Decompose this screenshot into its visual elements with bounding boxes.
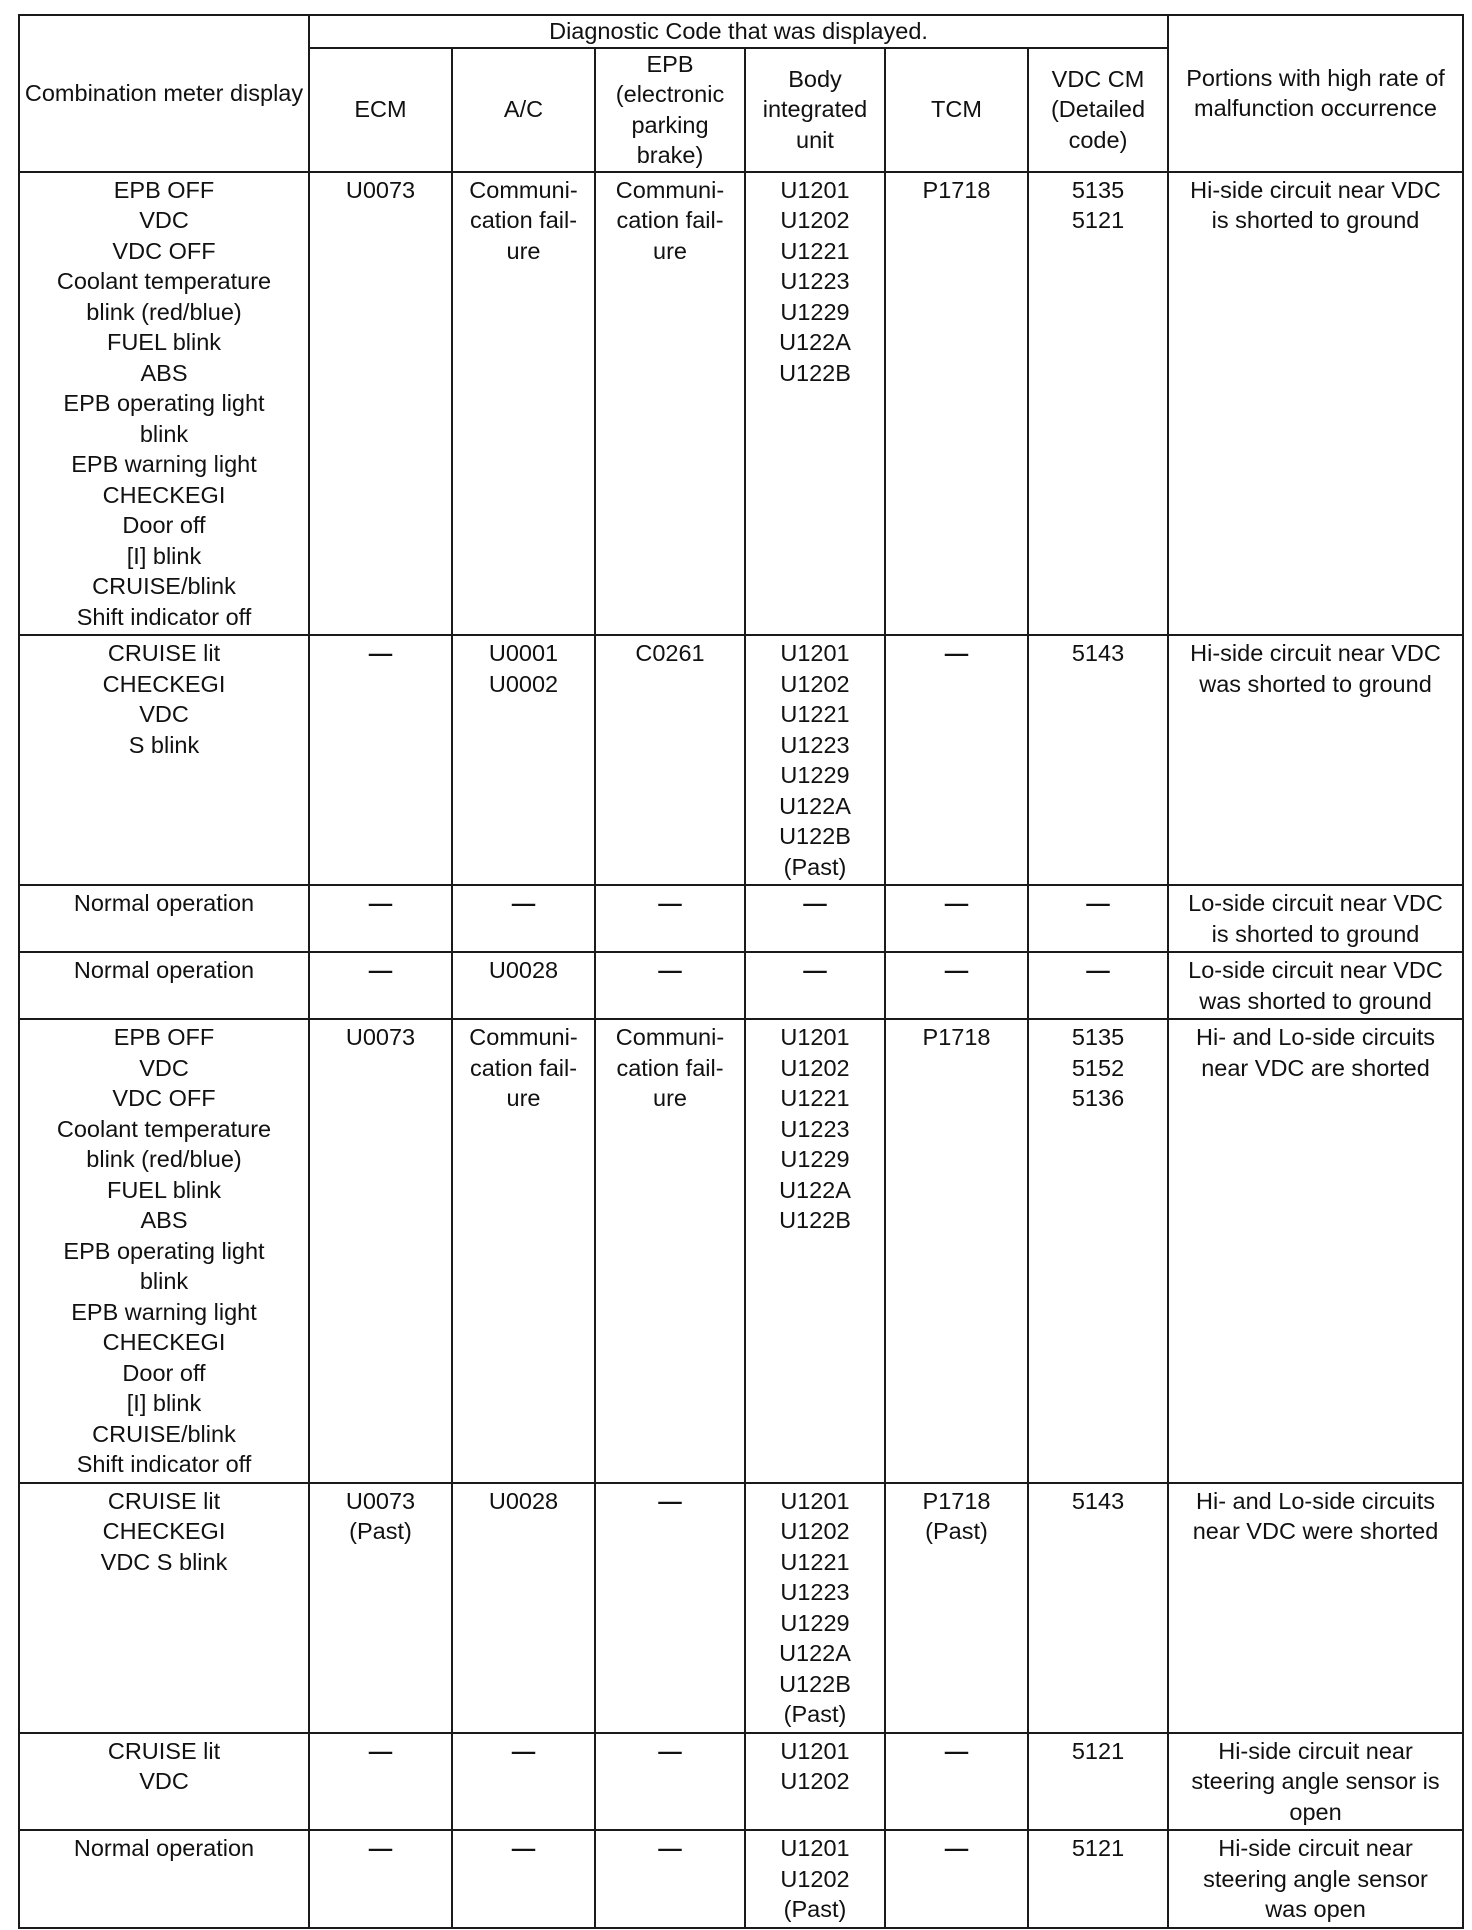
cell-combination-meter: [19, 635, 309, 885]
cell-line: U1202: [780, 207, 850, 233]
cell-line: P1718: [922, 1487, 991, 1514]
cell-line: was open: [1265, 1896, 1366, 1922]
cell-line: —: [658, 1737, 682, 1764]
header-combination-meter: Combination meter display: [19, 15, 309, 172]
cell-line: U1229: [780, 762, 850, 788]
cell-line: cation fail-: [616, 207, 724, 233]
cell-line: —: [658, 1487, 682, 1514]
cell-line: U122B: [779, 1207, 851, 1233]
cell-line: U1221: [780, 1548, 850, 1575]
cell-epb: [595, 952, 745, 1019]
cell-line: VDC: [139, 207, 189, 233]
cell-line: CHECKEGI: [102, 481, 226, 508]
header-portions: Portions with high rate of malfunction occurrence: [1168, 15, 1463, 172]
cell-line: VDC: [139, 701, 189, 727]
cell-line: Door off: [122, 1359, 206, 1386]
cell-line: is shorted to ground: [1211, 920, 1420, 947]
cell-ac: [452, 635, 595, 885]
cell-line: blink: [139, 1268, 189, 1294]
cell-combination-meter: [19, 952, 309, 1019]
cell-line: FUEL blink: [106, 329, 222, 355]
cell-ac: [452, 1019, 595, 1483]
cell-line: steering angle sensor: [1203, 1865, 1428, 1892]
cell-line: 5143: [1071, 640, 1125, 666]
cell-line: 5143: [1071, 1487, 1125, 1514]
cell-line: CHECKEGI: [102, 670, 226, 697]
cell-line: —: [511, 1737, 536, 1764]
cell-line: —: [944, 890, 969, 916]
table-row: [19, 172, 1463, 636]
cell-body-integrated-unit: [745, 885, 885, 952]
cell-line: was shorted to ground: [1199, 987, 1432, 1014]
cell-portions: [1168, 1733, 1463, 1831]
cell-tcm: [885, 172, 1028, 636]
cell-combination-meter: [19, 172, 309, 636]
cell-tcm: [885, 1483, 1028, 1733]
cell-line: U1223: [780, 1579, 850, 1605]
cell-line: cation fail-: [469, 1054, 578, 1081]
cell-vdc-cm: [1028, 1483, 1168, 1733]
cell-tcm: [885, 1019, 1028, 1483]
cell-line: EPB warning light: [71, 1298, 257, 1325]
cell-body-integrated-unit: [745, 1483, 885, 1733]
cell-line: Hi- and Lo-side circuits: [1196, 1487, 1436, 1514]
cell-line: U1223: [780, 268, 850, 294]
cell-line: EPB warning light: [71, 451, 257, 477]
cell-line: Normal operation: [73, 890, 255, 916]
cell-tcm: [885, 635, 1028, 885]
cell-line: U1202: [780, 1865, 850, 1892]
cell-line: Communi-: [469, 1024, 578, 1050]
cell-line: —: [368, 890, 393, 916]
cell-line: U1229: [780, 298, 850, 325]
cell-line: [I] blink: [126, 542, 202, 569]
cell-ecm: [309, 885, 452, 952]
cell-line: U1223: [780, 731, 850, 758]
cell-line: is shorted to ground: [1211, 207, 1420, 233]
cell-ac: [452, 885, 595, 952]
cell-line: VDC OFF: [112, 1085, 216, 1111]
cell-line: —: [368, 1835, 393, 1861]
cell-line: 5135: [1071, 176, 1125, 203]
cell-vdc-cm: [1028, 1830, 1168, 1928]
cell-line: U122B: [779, 823, 851, 849]
cell-line: cation fail-: [616, 1054, 724, 1081]
cell-line: cation fail-: [469, 207, 578, 233]
cell-line: ure: [653, 237, 687, 264]
cell-line: U1202: [780, 1054, 850, 1081]
cell-line: CHECKEGI: [102, 1518, 226, 1544]
cell-line: EPB OFF: [113, 176, 215, 203]
cell-line: (Past): [349, 1518, 412, 1544]
cell-line: 5135: [1071, 1024, 1125, 1050]
header-diagnostic-code-group: Diagnostic Code that was displayed.: [309, 15, 1168, 48]
cell-line: U0073: [345, 1024, 416, 1050]
cell-line: Coolant temperature: [56, 1115, 272, 1142]
cell-portions: [1168, 952, 1463, 1019]
cell-line: near VDC are shorted: [1201, 1054, 1430, 1081]
cell-body-integrated-unit: [745, 635, 885, 885]
cell-tcm: [885, 1733, 1028, 1831]
cell-line: Hi- and Lo-side circuits: [1196, 1024, 1436, 1050]
cell-line: CRUISE/blink: [92, 573, 236, 599]
cell-line: U122A: [779, 329, 851, 355]
cell-vdc-cm: [1028, 172, 1168, 636]
cell-line: —: [803, 957, 827, 983]
cell-line: FUEL blink: [106, 1176, 222, 1203]
header-ecm: ECM: [309, 48, 452, 172]
cell-ecm: [309, 635, 452, 885]
cell-line: U0028: [488, 957, 559, 983]
cell-body-integrated-unit: [745, 172, 885, 636]
cell-line: U1221: [780, 701, 850, 727]
cell-ac: [452, 1830, 595, 1928]
cell-line: near VDC were shorted: [1192, 1518, 1439, 1544]
cell-line: Shift indicator off: [76, 1451, 252, 1477]
cell-line: CRUISE lit: [107, 1487, 221, 1514]
table-row: [19, 1019, 1463, 1483]
cell-line: —: [1086, 957, 1110, 983]
cell-line: (Past): [783, 1701, 847, 1727]
cell-line: Hi-side circuit near VDC: [1190, 640, 1441, 666]
cell-line: (Past): [783, 853, 847, 880]
cell-line: P1718: [922, 176, 991, 203]
cell-portions: [1168, 885, 1463, 952]
cell-line: Door off: [122, 512, 206, 538]
cell-epb: [595, 172, 745, 636]
cell-epb: [595, 1830, 745, 1928]
cell-epb: [595, 635, 745, 885]
cell-line: steering angle sensor is: [1191, 1768, 1440, 1794]
cell-line: U1202: [780, 1518, 850, 1544]
cell-line: Communi-: [615, 176, 725, 203]
cell-line: Communi-: [469, 176, 578, 203]
cell-line: ure: [506, 1085, 541, 1111]
cell-line: U1201: [780, 1487, 850, 1514]
cell-line: U1221: [780, 1085, 850, 1111]
cell-line: EPB operating light: [63, 1237, 265, 1264]
cell-line: blink (red/blue): [86, 298, 242, 325]
cell-line: VDC: [139, 1054, 189, 1081]
cell-line: C0261: [635, 640, 705, 666]
cell-line: Communi-: [615, 1024, 725, 1050]
cell-portions: [1168, 1019, 1463, 1483]
cell-body-integrated-unit: [745, 952, 885, 1019]
cell-portions: [1168, 635, 1463, 885]
cell-line: 5152: [1071, 1054, 1125, 1081]
cell-line: U1201: [780, 176, 850, 203]
cell-line: CHECKEGI: [102, 1329, 226, 1355]
cell-line: VDC: [139, 1768, 189, 1794]
cell-line: U122A: [779, 792, 851, 819]
header-vdc-cm: VDC CM (Detailed code): [1028, 48, 1168, 172]
cell-line: 5121: [1071, 1737, 1125, 1764]
cell-line: —: [368, 957, 393, 983]
diagnostic-code-table: [18, 14, 1464, 1929]
table-row: [19, 952, 1463, 1019]
cell-vdc-cm: [1028, 1019, 1168, 1483]
table-row: [19, 1483, 1463, 1733]
cell-tcm: [885, 885, 1028, 952]
cell-ac: [452, 952, 595, 1019]
cell-line: ure: [506, 237, 541, 264]
table-row: [19, 1830, 1463, 1928]
cell-line: U1223: [780, 1115, 850, 1142]
cell-line: U0002: [488, 670, 559, 697]
cell-line: —: [368, 640, 393, 666]
cell-line: —: [658, 890, 682, 916]
cell-line: U1229: [780, 1609, 850, 1636]
cell-line: Lo-side circuit near VDC: [1188, 890, 1443, 916]
cell-line: U1201: [780, 640, 850, 666]
cell-line: U122B: [779, 1670, 851, 1697]
cell-vdc-cm: [1028, 635, 1168, 885]
cell-line: —: [511, 1835, 536, 1861]
cell-body-integrated-unit: [745, 1019, 885, 1483]
cell-line: CRUISE lit: [107, 1737, 221, 1764]
cell-line: Normal operation: [73, 1835, 255, 1861]
cell-ac: [452, 1483, 595, 1733]
cell-line: Coolant temperature: [56, 268, 272, 294]
cell-line: CRUISE/blink: [92, 1420, 236, 1447]
table-row: [19, 885, 1463, 952]
cell-line: —: [1086, 890, 1110, 916]
cell-ecm: [309, 172, 452, 636]
cell-line: Hi-side circuit near: [1218, 1737, 1413, 1764]
cell-line: —: [944, 1737, 969, 1764]
cell-line: —: [944, 1835, 969, 1861]
table-row: [19, 1733, 1463, 1831]
cell-epb: [595, 1733, 745, 1831]
cell-line: —: [368, 1737, 393, 1764]
cell-line: blink: [139, 420, 189, 447]
cell-line: was shorted to ground: [1199, 670, 1432, 697]
cell-line: Hi-side circuit near VDC: [1190, 176, 1441, 203]
cell-epb: [595, 885, 745, 952]
cell-line: —: [511, 890, 536, 916]
cell-ac: [452, 1733, 595, 1831]
cell-line: EPB operating light: [63, 390, 265, 416]
cell-line: S blink: [128, 731, 200, 758]
cell-body-integrated-unit: [745, 1733, 885, 1831]
cell-line: EPB OFF: [113, 1024, 215, 1050]
cell-combination-meter: [19, 885, 309, 952]
cell-body-integrated-unit: [745, 1830, 885, 1928]
cell-line: —: [658, 957, 682, 983]
cell-line: Shift indicator off: [76, 603, 252, 630]
cell-line: open: [1289, 1798, 1342, 1825]
cell-combination-meter: [19, 1830, 309, 1928]
cell-line: (Past): [925, 1518, 988, 1544]
cell-line: P1718: [922, 1024, 991, 1050]
cell-line: U122B: [779, 359, 851, 386]
cell-line: VDC S blink: [100, 1548, 228, 1575]
cell-line: U122A: [779, 1640, 851, 1666]
cell-line: ure: [653, 1085, 687, 1111]
table-row: [19, 635, 1463, 885]
cell-line: ABS: [140, 1207, 188, 1233]
cell-ecm: [309, 1733, 452, 1831]
cell-tcm: [885, 1830, 1028, 1928]
cell-line: Lo-side circuit near VDC: [1188, 957, 1443, 983]
cell-ecm: [309, 1830, 452, 1928]
header-ac: A/C: [452, 48, 595, 172]
cell-line: Hi-side circuit near: [1218, 1835, 1413, 1861]
cell-line: —: [944, 957, 969, 983]
table-body: [19, 172, 1463, 1928]
cell-line: U1201: [780, 1835, 850, 1861]
cell-portions: [1168, 1830, 1463, 1928]
cell-line: U0001: [488, 640, 559, 666]
header-body-integrated-unit: Body integrated unit: [745, 48, 885, 172]
cell-line: Normal operation: [73, 957, 255, 983]
cell-line: —: [803, 890, 827, 916]
cell-line: U0073: [345, 176, 416, 203]
cell-line: U1201: [780, 1737, 850, 1764]
cell-vdc-cm: [1028, 1733, 1168, 1831]
cell-vdc-cm: [1028, 885, 1168, 952]
cell-ac: [452, 172, 595, 636]
cell-line: 5121: [1071, 1835, 1125, 1861]
cell-line: U0028: [488, 1487, 559, 1514]
cell-ecm: [309, 952, 452, 1019]
cell-line: —: [944, 640, 969, 666]
cell-line: U0073: [345, 1487, 416, 1514]
cell-portions: [1168, 1483, 1463, 1733]
cell-ecm: [309, 1019, 452, 1483]
cell-line: blink (red/blue): [86, 1146, 242, 1172]
cell-line: U1201: [780, 1024, 850, 1050]
cell-combination-meter: [19, 1733, 309, 1831]
cell-portions: [1168, 172, 1463, 636]
cell-line: U1202: [780, 1768, 850, 1794]
cell-line: ABS: [140, 359, 188, 386]
cell-vdc-cm: [1028, 952, 1168, 1019]
cell-combination-meter: [19, 1483, 309, 1733]
cell-line: 5121: [1071, 207, 1125, 233]
cell-line: (Past): [783, 1896, 847, 1922]
cell-line: —: [658, 1835, 682, 1861]
cell-epb: [595, 1019, 745, 1483]
cell-epb: [595, 1483, 745, 1733]
cell-line: 5136: [1071, 1085, 1125, 1111]
header-tcm: TCM: [885, 48, 1028, 172]
cell-line: [I] blink: [126, 1390, 202, 1416]
cell-line: U1229: [780, 1146, 850, 1172]
cell-line: U122A: [779, 1176, 851, 1203]
header-epb: EPB (electronic parking brake): [595, 48, 745, 172]
cell-tcm: [885, 952, 1028, 1019]
cell-line: U1221: [780, 237, 850, 264]
cell-line: U1202: [780, 670, 850, 697]
cell-line: CRUISE lit: [107, 640, 221, 666]
cell-ecm: [309, 1483, 452, 1733]
cell-combination-meter: [19, 1019, 309, 1483]
cell-line: VDC OFF: [112, 237, 216, 264]
